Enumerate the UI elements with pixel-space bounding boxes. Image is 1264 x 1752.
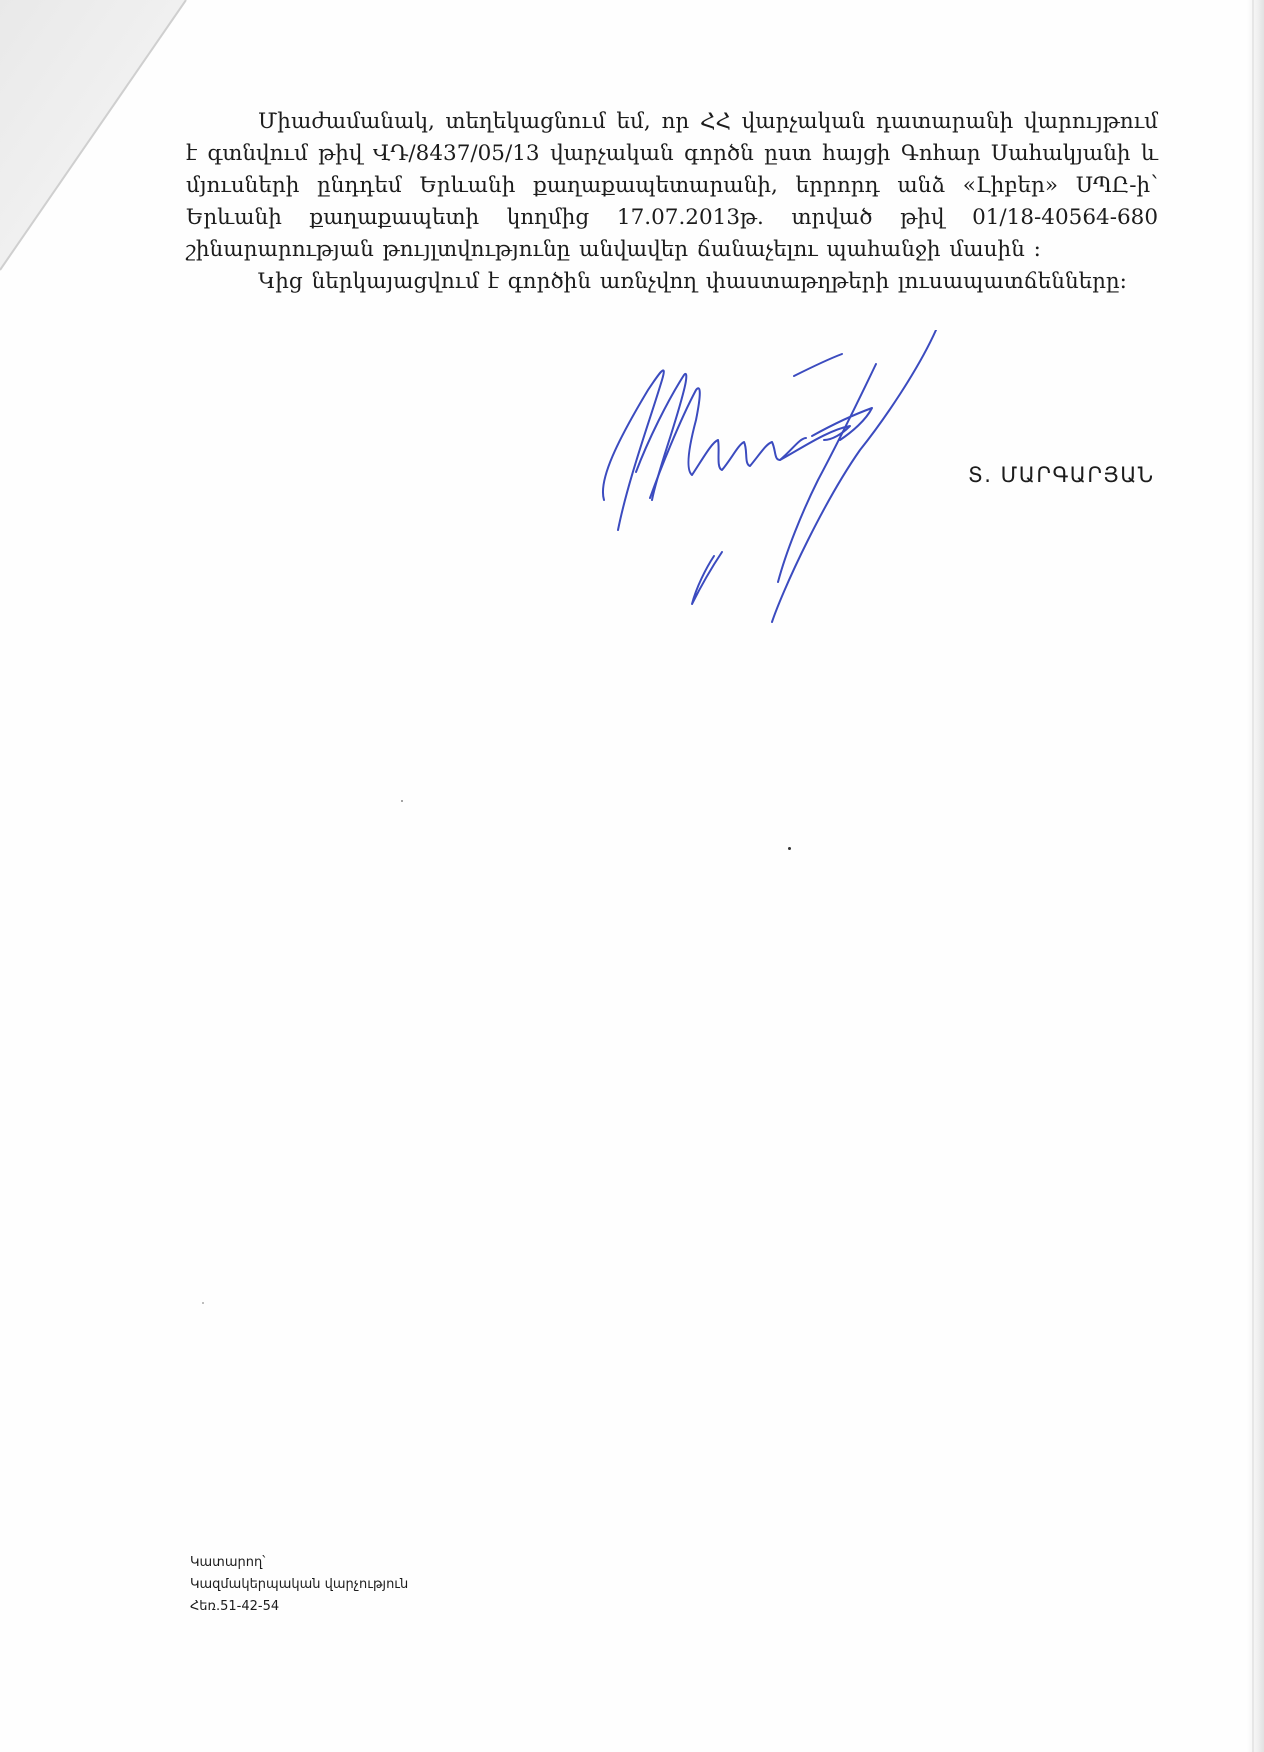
scan-right-edge-line xyxy=(1252,0,1254,1752)
paragraph-notification: Միաժամանակ, տեղեկացնում եմ, որ ՀՀ վարչական դատարանի վարույթում է գտնվում թիվ ՎԴ/8437/05/13 վարչական գործն ըստ հայցի Գոհար Սահակյանի և մյուսների ընդդեմ Երևանի քաղաքապետարանի, երրորդ անձ «Լիբեր» ՍՊԸ-ի՝ Երևանի քաղաքապետի կողմից 17.07.2013թ. տրված թիվ 01/18-40564-680 շինարարության թույլտվությունը անվավեր ճանաչելու պահանջի մասին ։ xyxy=(186,109,1158,262)
executor-phone: Հեռ.51-42-54 xyxy=(190,1599,280,1614)
paragraph-attachments: Կից ներկայացվում է գործին առնչվող փաստաթղթերի լուսապատճենները։ xyxy=(258,269,1127,294)
executor-department: Կազմակերպական վարչություն xyxy=(190,1577,409,1592)
executor-label: Կատարող՝ xyxy=(190,1555,266,1570)
scan-dot xyxy=(788,847,791,850)
scan-dot xyxy=(202,1302,204,1304)
handwritten-signature xyxy=(588,330,1058,670)
scan-right-edge xyxy=(1246,0,1264,1752)
signature-block xyxy=(588,330,1155,670)
executor-footer xyxy=(190,1552,408,1618)
letter-body xyxy=(186,106,1158,298)
scan-dot xyxy=(401,800,403,802)
signer-name: Տ. ՄԱՐԳԱՐՅԱՆ xyxy=(968,463,1155,487)
